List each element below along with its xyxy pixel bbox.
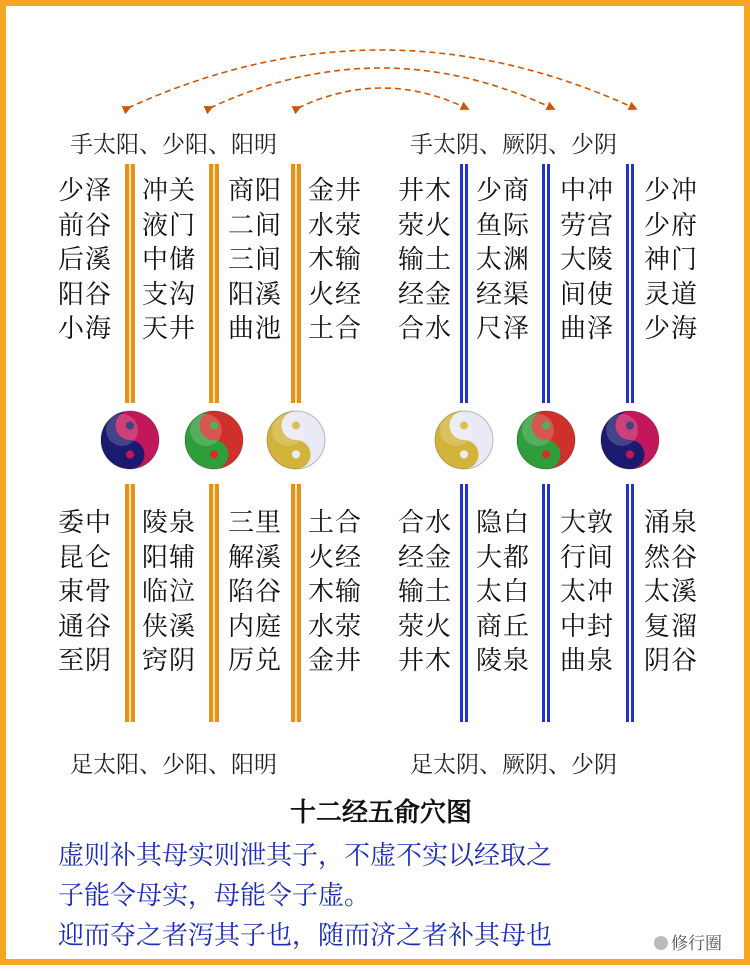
upper-column-2 — [142, 174, 206, 347]
acupoint-label: 经渠 — [476, 279, 531, 310]
acupoint-label: 井木 — [398, 646, 453, 676]
upper-column-7 — [560, 174, 624, 347]
acupoint-label: 曲池 — [228, 314, 283, 344]
rule-line-1: 虚则补其母实则泄其子，不虚不实以经取之 — [58, 841, 553, 871]
acupoint-label: 输土 — [398, 245, 453, 275]
acupoint-label: 复溜 — [644, 611, 699, 642]
acupoint-label: 太渊 — [476, 245, 531, 275]
acupoint-label: 少海 — [644, 314, 699, 344]
acupoint-label: 水荥 — [308, 611, 363, 642]
yang-meridian-line — [209, 164, 219, 403]
acupoint-label: 冲关 — [142, 176, 197, 206]
acupoint-label: 临泣 — [142, 577, 197, 607]
acupoint-label: 侠溪 — [142, 611, 197, 642]
acupoint-label: 然谷 — [644, 542, 699, 573]
diagram-title: 十二经五俞穴图 — [289, 798, 472, 828]
acupoint-label: 阳辅 — [142, 542, 197, 573]
acupoint-label: 木输 — [308, 245, 363, 275]
yin-yang-icon — [517, 411, 575, 469]
acupoint-label: 少冲 — [644, 176, 699, 206]
upper-column-8 — [644, 174, 708, 347]
acupoint-label: 昆仑 — [58, 542, 113, 573]
yin-yang-icon — [101, 411, 159, 469]
acupoint-label: 荥火 — [398, 611, 453, 642]
acupoint-label: 劳宫 — [560, 210, 615, 241]
yin-meridian-line — [542, 484, 550, 722]
acupoint-label: 鱼际 — [476, 210, 531, 241]
acupoint-label: 商丘 — [476, 611, 531, 642]
yang-meridian-line — [291, 484, 301, 722]
watermark-label: 修行圈 — [671, 934, 722, 954]
acupoint-label: 内庭 — [228, 611, 283, 642]
acupoint-label: 曲泉 — [560, 646, 615, 676]
acupoint-label: 大陵 — [560, 245, 615, 275]
correspondence-arrows — [128, 50, 634, 108]
acupoint-label: 合水 — [398, 314, 453, 344]
upper-column-1 — [58, 174, 122, 347]
acupoint-label: 经金 — [398, 542, 453, 573]
lower-column-5 — [398, 506, 462, 679]
acupoint-label: 水荥 — [308, 210, 363, 241]
lower-column-2 — [142, 506, 206, 679]
acupoint-label: 荥火 — [398, 210, 453, 241]
acupoint-label: 天井 — [142, 314, 197, 344]
lower-column-3 — [228, 506, 292, 679]
yang-meridian-line — [291, 164, 301, 403]
acupoint-label: 阳溪 — [228, 279, 283, 310]
acupoint-label: 前谷 — [58, 210, 113, 241]
acupoint-label: 商阳 — [228, 176, 283, 206]
acupoint-label: 少府 — [644, 210, 699, 241]
lower-column-4 — [308, 506, 372, 679]
acupoint-label: 中冲 — [560, 176, 615, 206]
acupoint-label: 陵泉 — [142, 508, 197, 538]
acupoint-label: 二间 — [228, 210, 283, 241]
acupoint-label: 行间 — [560, 542, 615, 573]
yin-yang-icon — [185, 411, 243, 469]
watermark — [650, 927, 726, 956]
lower-column-8 — [644, 506, 708, 679]
acupoint-label: 陵泉 — [476, 646, 531, 676]
acupoint-label: 中封 — [560, 611, 615, 642]
acupoint-label: 小海 — [58, 314, 113, 344]
header-foot-yang: 足太阳、少阳、阳明 — [70, 752, 277, 778]
acupoint-label: 火经 — [308, 542, 363, 573]
acupoint-label: 通谷 — [58, 611, 113, 642]
lower-column-1 — [58, 506, 122, 679]
acupoint-label: 间使 — [560, 279, 615, 310]
acupoint-label: 太冲 — [560, 577, 615, 607]
acupoint-label: 至阴 — [58, 646, 113, 676]
acupoint-label: 支沟 — [142, 279, 197, 310]
acupoint-label: 火经 — [308, 279, 363, 310]
acupoint-label: 涌泉 — [644, 508, 699, 538]
acupoint-label: 土合 — [308, 508, 363, 538]
acupoint-label: 后溪 — [58, 245, 113, 275]
acupoint-label: 束骨 — [58, 577, 113, 607]
lower-column-6 — [476, 506, 540, 679]
acupoint-label: 尺泽 — [476, 314, 531, 344]
header-foot-yin: 足太阴、厥阴、少阴 — [410, 752, 617, 778]
rule-line-2: 子能令母实，母能令子虚。 — [58, 881, 371, 911]
acupoint-label: 井木 — [398, 176, 453, 206]
yin-meridian-line — [626, 164, 634, 403]
dashed-arrow — [298, 88, 466, 108]
acupoint-label: 经金 — [398, 279, 453, 310]
acupoint-label: 合水 — [398, 508, 453, 538]
dashed-arrow — [128, 50, 634, 108]
acupoint-label: 金井 — [308, 646, 363, 676]
acupoint-label: 少泽 — [58, 176, 113, 206]
acupoint-label: 大都 — [476, 542, 531, 573]
upper-column-6 — [476, 174, 540, 347]
yin-yang-icon — [435, 411, 493, 469]
upper-column-3 — [228, 174, 292, 347]
yang-meridian-line — [209, 484, 219, 722]
acupoint-label: 中储 — [142, 245, 197, 275]
yang-meridian-line — [125, 484, 135, 722]
acupoint-label: 神门 — [644, 245, 699, 275]
acupoint-label: 阳谷 — [58, 279, 113, 310]
acupoint-label: 曲泽 — [560, 314, 615, 344]
acupoint-label: 木输 — [308, 577, 363, 607]
wechat-icon — [654, 936, 668, 950]
upper-column-4 — [308, 174, 372, 347]
upper-column-5 — [398, 174, 462, 347]
yin-yang-symbols — [101, 411, 659, 469]
acupoint-label: 少商 — [476, 176, 531, 206]
yin-yang-icon — [601, 411, 659, 469]
yin-meridian-line — [542, 164, 550, 403]
yang-meridian-line — [125, 164, 135, 403]
acupoint-label: 厉兑 — [228, 646, 283, 676]
acupoint-label: 三里 — [228, 508, 283, 538]
yin-yang-icon — [267, 411, 325, 469]
acupoint-label: 土合 — [308, 314, 363, 344]
acupoint-label: 大敦 — [560, 508, 615, 538]
acupoint-label: 解溪 — [228, 542, 283, 573]
acupoint-label: 三间 — [228, 245, 283, 275]
header-hand-yin: 手太阴、厥阴、少阴 — [410, 132, 617, 158]
acupoint-label: 金井 — [308, 176, 363, 206]
acupoint-label: 液门 — [142, 210, 197, 241]
acupoint-label: 窍阴 — [142, 646, 197, 676]
dashed-arrow — [210, 68, 552, 108]
yin-meridian-line — [626, 484, 634, 722]
acupoint-label: 太白 — [476, 577, 531, 607]
lower-column-7 — [560, 506, 624, 679]
acupoint-label: 委中 — [58, 508, 113, 538]
acupoint-label: 陷谷 — [228, 577, 283, 607]
acupoint-label: 阴谷 — [644, 646, 699, 676]
header-hand-yang: 手太阳、少阳、阳明 — [70, 132, 277, 158]
acupoint-label: 输土 — [398, 577, 453, 607]
acupoint-label: 太溪 — [644, 577, 699, 607]
rule-line-3: 迎而夺之者泻其子也，随而济之者补其母也 — [58, 921, 553, 951]
acupoint-label: 隐白 — [476, 508, 531, 538]
acupoint-label: 灵道 — [644, 279, 699, 310]
